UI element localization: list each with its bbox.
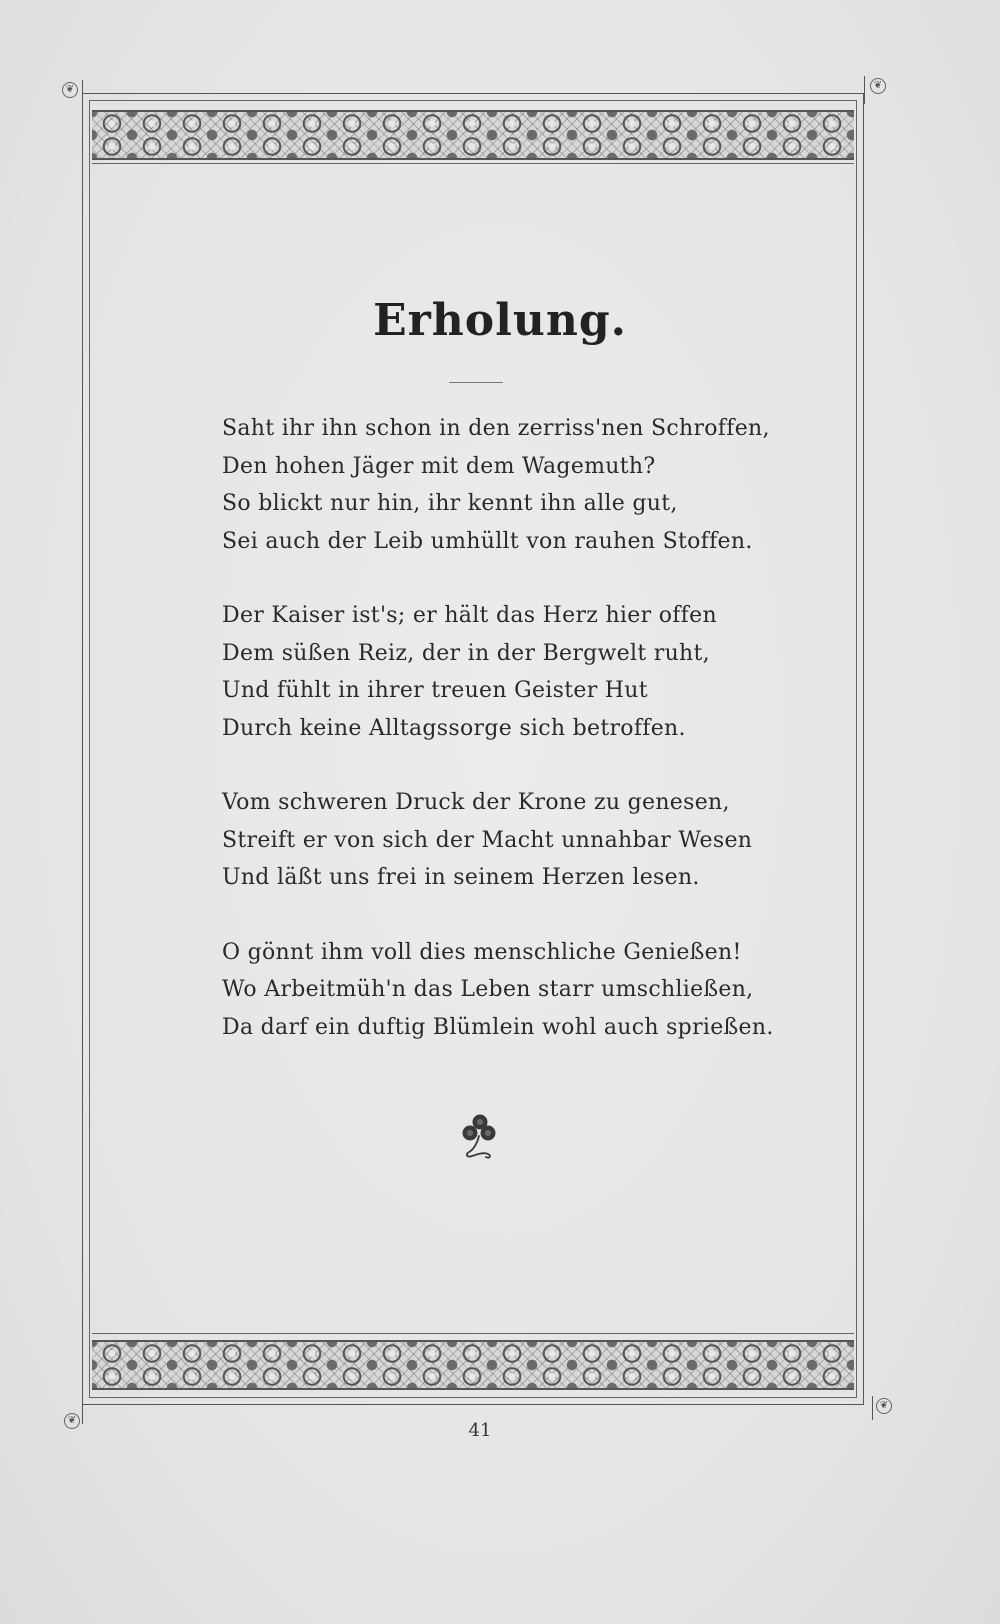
poem-line: O gönnt ihm voll dies menschliche Genießen! [222, 939, 742, 965]
poem-line: Da darf ein duftig Blümlein wohl auch sprießen. [222, 1014, 774, 1040]
poem-line: Sei auch der Leib umhüllt von rauhen Stoffen. [222, 528, 753, 554]
poem-line: Streift er von sich der Macht unnahbar Wesen [222, 827, 753, 853]
corner-ornament-icon: ❦ [64, 1413, 80, 1429]
band-divider [92, 1333, 854, 1334]
poem-title: Erholung. [373, 295, 627, 346]
corner-mark-bottom-right [872, 1396, 873, 1420]
stanza [222, 784, 753, 897]
corner-ornament-icon: ❦ [876, 1398, 892, 1414]
stanza [222, 934, 774, 1047]
poem-line: Durch keine Alltagssorge sich betroffen. [222, 715, 686, 741]
title-divider [449, 382, 503, 383]
floral-border-icon [92, 1340, 854, 1390]
stanza [222, 410, 770, 560]
poem-line: Saht ihr ihn schon in den zerriss'nen Schroffen, [222, 416, 770, 441]
corner-ornament-icon: ❦ [62, 82, 78, 98]
poem-line: Der Kaiser ist's; er hält das Herz hier offen [222, 603, 717, 628]
poem-line: Und fühlt in ihrer treuen Geister Hut [222, 678, 648, 703]
poem-line: Wo Arbeitmüh'n das Leben starr umschließen, [222, 977, 754, 1002]
poem-line: So blickt nur hin, ihr kennt ihn alle gut, [222, 491, 678, 516]
corner-mark-top-right [864, 76, 865, 104]
poem-line: Dem süßen Reiz, der in der Bergwelt ruht, [222, 640, 710, 666]
poem-body [222, 410, 774, 1083]
clover-icon [455, 1112, 505, 1162]
poem-line: Und läßt uns frei in seinem Herzen lesen. [222, 865, 700, 890]
stanza [222, 597, 742, 747]
poem-line: Vom schweren Druck der Krone zu genesen, [222, 790, 730, 815]
poem-line: Den hohen Jäger mit dem Wagemuth? [222, 453, 656, 479]
corner-ornament-icon: ❦ [870, 78, 886, 94]
band-divider [92, 163, 854, 164]
page-number: 41 [468, 1420, 492, 1441]
floral-border-icon [92, 110, 854, 160]
